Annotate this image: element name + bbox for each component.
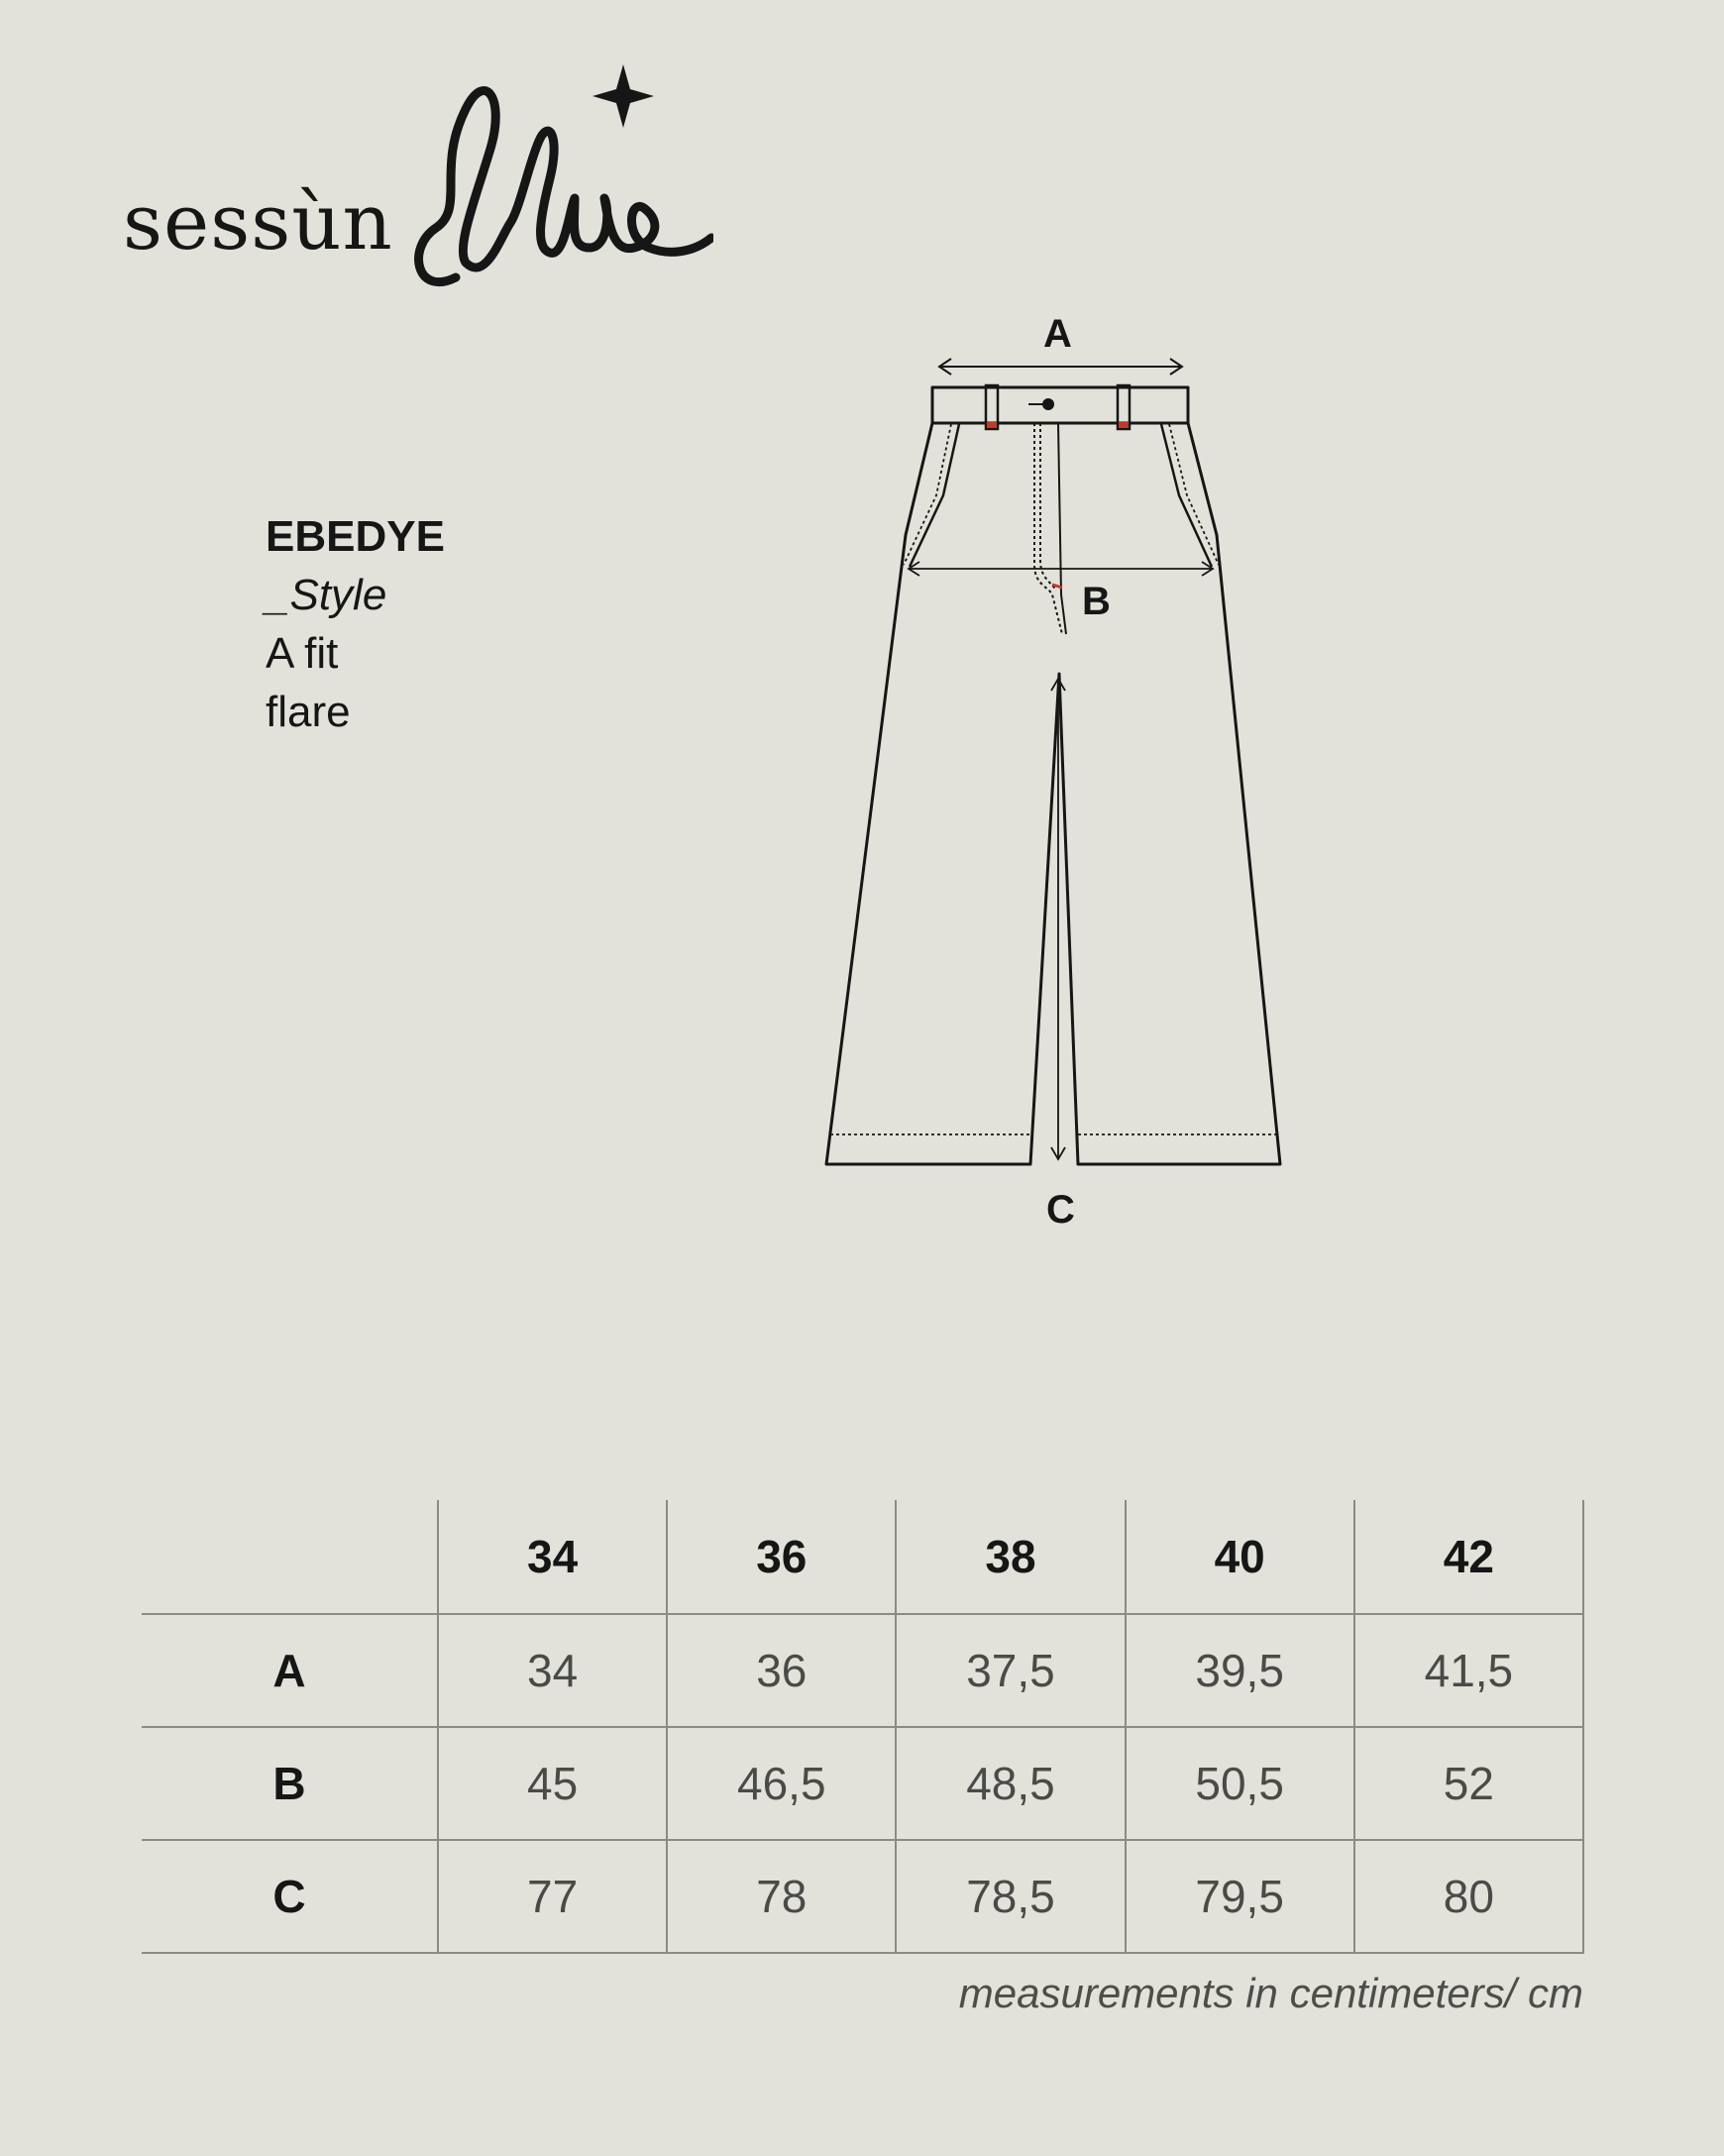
- row-label: A: [272, 1645, 306, 1696]
- table-cell: 46,5: [667, 1727, 896, 1840]
- table-cell: 80: [1354, 1840, 1583, 1953]
- brand-script-logo: [396, 50, 713, 307]
- size-header: 36: [667, 1500, 896, 1614]
- pants-sketch: [793, 297, 1328, 1248]
- table-cell: 36: [667, 1614, 896, 1727]
- button-icon: [1042, 398, 1054, 410]
- table-cell: 79,5: [1126, 1840, 1354, 1953]
- table-cell: 78: [667, 1840, 896, 1953]
- size-header: 40: [1126, 1500, 1354, 1614]
- size-table: [142, 1500, 1584, 1954]
- table-cell: 50,5: [1126, 1727, 1354, 1840]
- label-a: A: [1043, 312, 1072, 356]
- table-cell: 48,5: [896, 1727, 1125, 1840]
- label-c: C: [1046, 1188, 1075, 1232]
- fit-line-1: A fit: [266, 629, 339, 678]
- table-cell: 34: [438, 1614, 667, 1727]
- pants-outline: [826, 423, 1280, 1164]
- size-header: 38: [896, 1500, 1125, 1614]
- brand-wordmark: sessùn: [123, 178, 393, 268]
- table-row: [142, 1840, 1583, 1953]
- size-header: 42: [1354, 1500, 1583, 1614]
- waistband: [932, 387, 1188, 423]
- row-label: C: [272, 1871, 306, 1922]
- fit-line-2: flare: [266, 688, 351, 736]
- measurement-note: measurements in centimeters/ cm: [958, 1970, 1583, 2016]
- table-row: [142, 1614, 1583, 1727]
- size-header: 34: [438, 1500, 667, 1614]
- pocket-left: [910, 424, 959, 567]
- table-cell: 77: [438, 1840, 667, 1953]
- row-label: B: [272, 1758, 306, 1809]
- fly-line: [1058, 423, 1066, 634]
- brand-logo: [119, 50, 713, 307]
- style-label: _Style: [266, 571, 387, 619]
- table-cell: 78,5: [896, 1840, 1125, 1953]
- table-cell: 45: [438, 1727, 667, 1840]
- style-name: EBEDYE: [266, 512, 445, 561]
- table-cell: 41,5: [1354, 1614, 1583, 1727]
- style-info: [266, 507, 445, 741]
- table-cell: 37,5: [896, 1614, 1125, 1727]
- table-cell: 52: [1354, 1727, 1583, 1840]
- size-header-row: [142, 1500, 1583, 1614]
- label-b: B: [1082, 580, 1111, 623]
- table-row: [142, 1727, 1583, 1840]
- table-cell: 39,5: [1126, 1614, 1354, 1727]
- header-corner: [142, 1500, 438, 1614]
